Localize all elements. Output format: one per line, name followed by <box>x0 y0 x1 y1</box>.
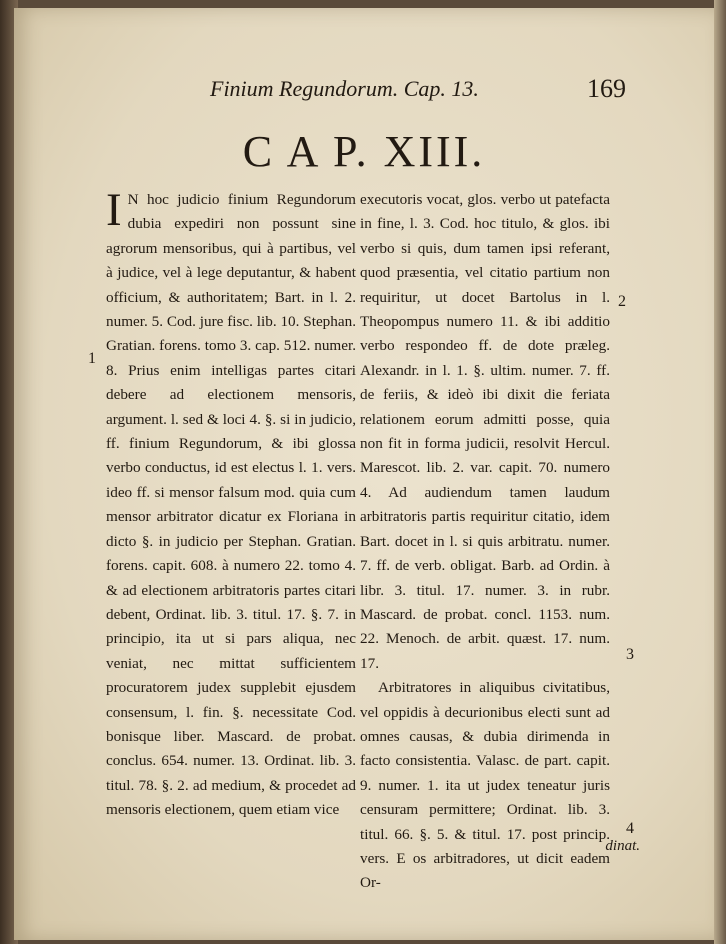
catchword: dinat. <box>605 838 640 854</box>
left-column <box>106 184 356 823</box>
left-paragraph-text: N hoc judicio finium Regundorum dubia expediri non possunt sine agrorum mensoribus, qui à partibus, vel à judice, vel à lege deputantur, & habent officium, & authoritatem; Bart. in l. 2. numer. 5. Cod. jure fisc. lib. 10. Stephan. Gratian. forens. tomo 3. cap. 512. numer. 8. Prius enim intelligas partes citari debere ad electionem mensoris, argument. l. sed & loci 4. §. si in judicio, ff. finium Regundorum, & ibi glossa verbo conductus, id est electus l. 1. vers. ideo ff. si mensor falsum mod. quia cum mensor arbitrator dicatur ex Floriana in dicto §. in judicio per Stephan. Gratian. forens. capit. 608. à numero 22. tomo 4. & ad electionem arbitratoris partes citari debent, Ordinat. lib. 3. titul. 17. §. 7. in principio, ita ut si pars aliqua, nec veniat, nec mittat sufficientem procuratorem judex supplebit ejusdem consensum, l. fin. §. necessitate Cod. bonisque liber. Mascard. de probat. conclus. 654. numer. 13. Ordinat. lib. 3. titul. 78. §. 2. ad medium, & procedet ad mensoris electionem, quem etiam vice <box>106 191 356 819</box>
chapter-title: C A P. XIII. <box>242 127 486 176</box>
margin-number-4: 4 <box>626 820 634 837</box>
page-number: 169 <box>587 74 626 103</box>
right-column <box>360 188 610 896</box>
margin-number-3: 3 <box>626 646 634 663</box>
left-paragraph <box>106 184 356 823</box>
margin-number-1: 1 <box>88 350 96 367</box>
book-edge-right <box>714 0 726 944</box>
drop-cap: I <box>106 184 122 236</box>
margin-number-2: 2 <box>618 293 626 310</box>
right-paragraph-2: Arbitratores in aliquibus civitatibus, vel oppidis à decurionibus electi sunt ad omnes causas, & dubia dirimenda in facto consistentia. Valasc. de part. capit. 9. numer. 1. ita ut judex teneatur juris censuram permittere; Ordinat. lib. 3. titul. 66. §. 5. & titul. 17. post princip. vers. E os arbitradores, ut dicit eadem Or- <box>360 679 610 892</box>
book-page <box>14 8 714 940</box>
running-title: Finium Regundorum. Cap. 13. <box>210 76 479 101</box>
right-paragraph-1: executoris vocat, glos. verbo ut patefacta in fine, l. 3. Cod. hoc titulo, & glos. ibi verbo si quis, dum tamen ipsi referant, quod præsentia, vel citatio partium non requiritur, ut docet Bartolus in l. Theopompus numero 11. & ibi additio verbo respondeo ff. de dote præleg. Alexandr. in l. 1. §. ultim. numer. 7. ff. de feriis, & ideò ibi dixit die feriata relationem eorum admitti posse, quia non fit in forma judicii, resolvit Hercul. Marescot. lib. 2. var. capit. 70. numero 4. Ad audiendum tamen laudum arbitratoris partis requiritur citatio, idem Bart. docet in l. si quis arbitratu. numer. 7. ff. de verb. obligat. Barb. ad Ordin. à libr. 3. titul. 17. numer. 3. in rubr. Mascard. de probat. concl. 1153. num. 22. Menoch. de arbit. quæst. 17. num. 17. <box>360 191 610 672</box>
